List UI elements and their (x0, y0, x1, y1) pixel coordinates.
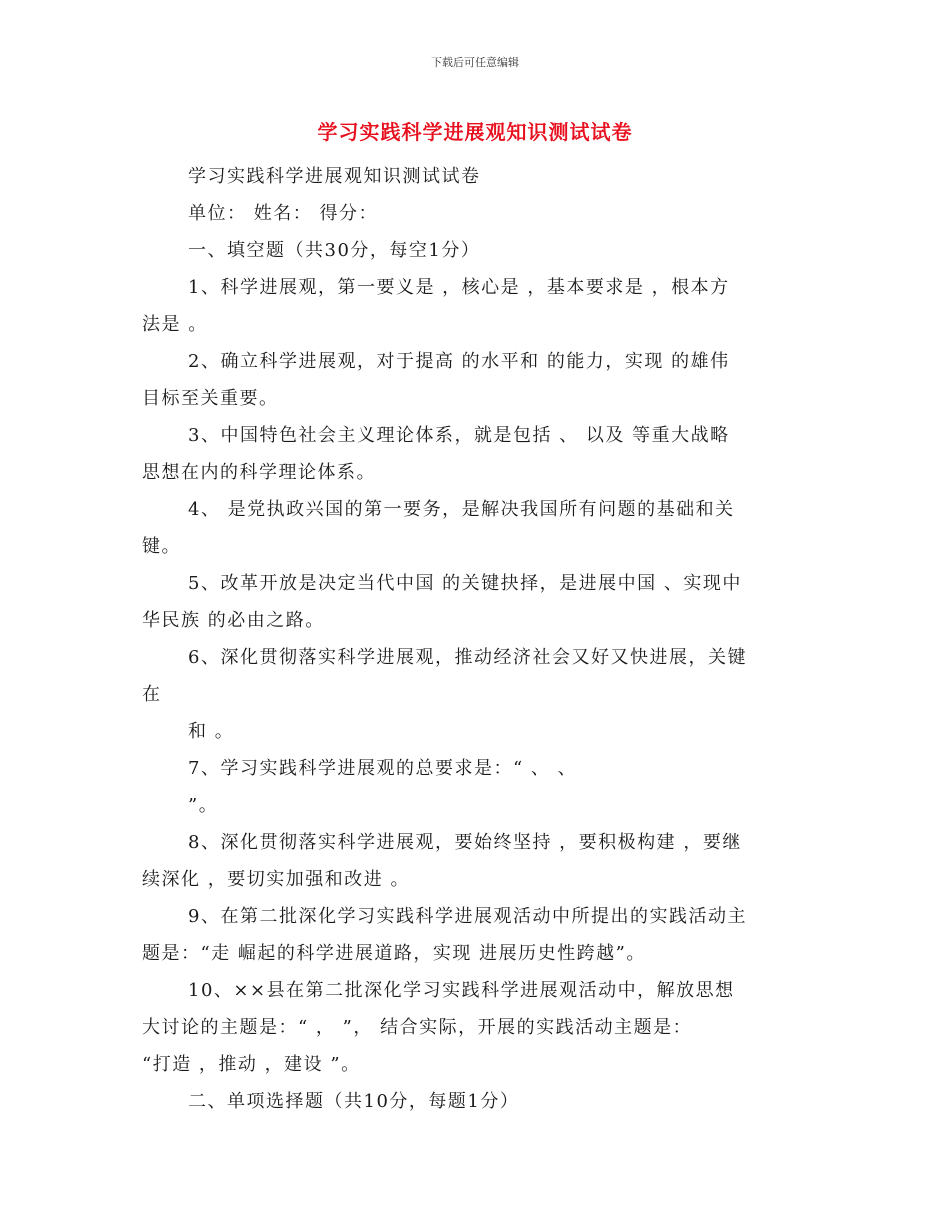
subtitle-line: 学习实践科学进展观知识测试试卷 (188, 166, 481, 187)
question-1: 1、科学进展观，第一要义是 ，核心是 ，基本要求是 ，根本方 (188, 277, 730, 298)
question-10: 10、××县在第二批深化学习实践科学进展观活动中，解放思想 (188, 980, 735, 1001)
question-2: 2、确立科学进展观，对于提高 的水平和 的能力，实现 的雄伟 (188, 351, 730, 372)
document-body (142, 158, 808, 1120)
info-line: 单位： 姓名： 得分： (188, 203, 378, 224)
page-header-note: 下载后可任意编辑 (431, 56, 519, 69)
question-8-cont: 续深化 ，要切实加强和改进 。 (142, 869, 410, 890)
question-6-cont2: 和 。 (188, 721, 235, 742)
question-5: 5、改革开放是决定当代中国 的关键抉择，是进展中国 、实现中 (188, 573, 742, 594)
question-10-cont2: “打造 ，推动 ，建设 ”。 (142, 1054, 361, 1075)
question-8: 8、深化贯彻落实科学进展观，要始终坚持 ，要积极构建 ，要继 (188, 832, 742, 853)
question-1-cont: 法是 。 (142, 314, 208, 335)
section-heading: 一、填空题（共30分，每空1分） (188, 240, 481, 261)
document-title: 学习实践科学进展观知识测试试卷 (317, 120, 633, 144)
question-7-cont: ”。 (188, 795, 219, 816)
section-heading-2: 二、单项选择题（共10分，每题1分） (188, 1091, 520, 1112)
question-10-cont: 大讨论的主题是：“ ， ”， 结合实际，开展的实践活动主题是： (142, 1017, 693, 1038)
question-9-cont: 题是：“走 崛起的科学进展道路，实现 进展历史性跨越”。 (142, 943, 646, 964)
question-9: 9、在第二批深化学习实践科学进展观活动中所提出的实践活动主 (188, 906, 747, 927)
question-4: 4、 是党执政兴国的第一要务，是解决我国所有问题的基础和关 (188, 499, 735, 520)
question-2-cont: 目标至关重要。 (142, 388, 279, 409)
question-5-cont: 华民族 的必由之路。 (142, 610, 325, 631)
question-3: 3、中国特色社会主义理论体系，就是包括 、 以及 等重大战略 (188, 425, 730, 446)
question-3-cont: 思想在内的科学理论体系。 (142, 462, 376, 483)
question-7: 7、学习实践科学进展观的总要求是：“ 、 、 (188, 758, 578, 779)
question-6-cont: 在 (142, 684, 162, 705)
question-4-cont: 键。 (142, 536, 181, 557)
question-6: 6、深化贯彻落实科学进展观，推动经济社会又好又快进展，关键 (188, 647, 747, 668)
